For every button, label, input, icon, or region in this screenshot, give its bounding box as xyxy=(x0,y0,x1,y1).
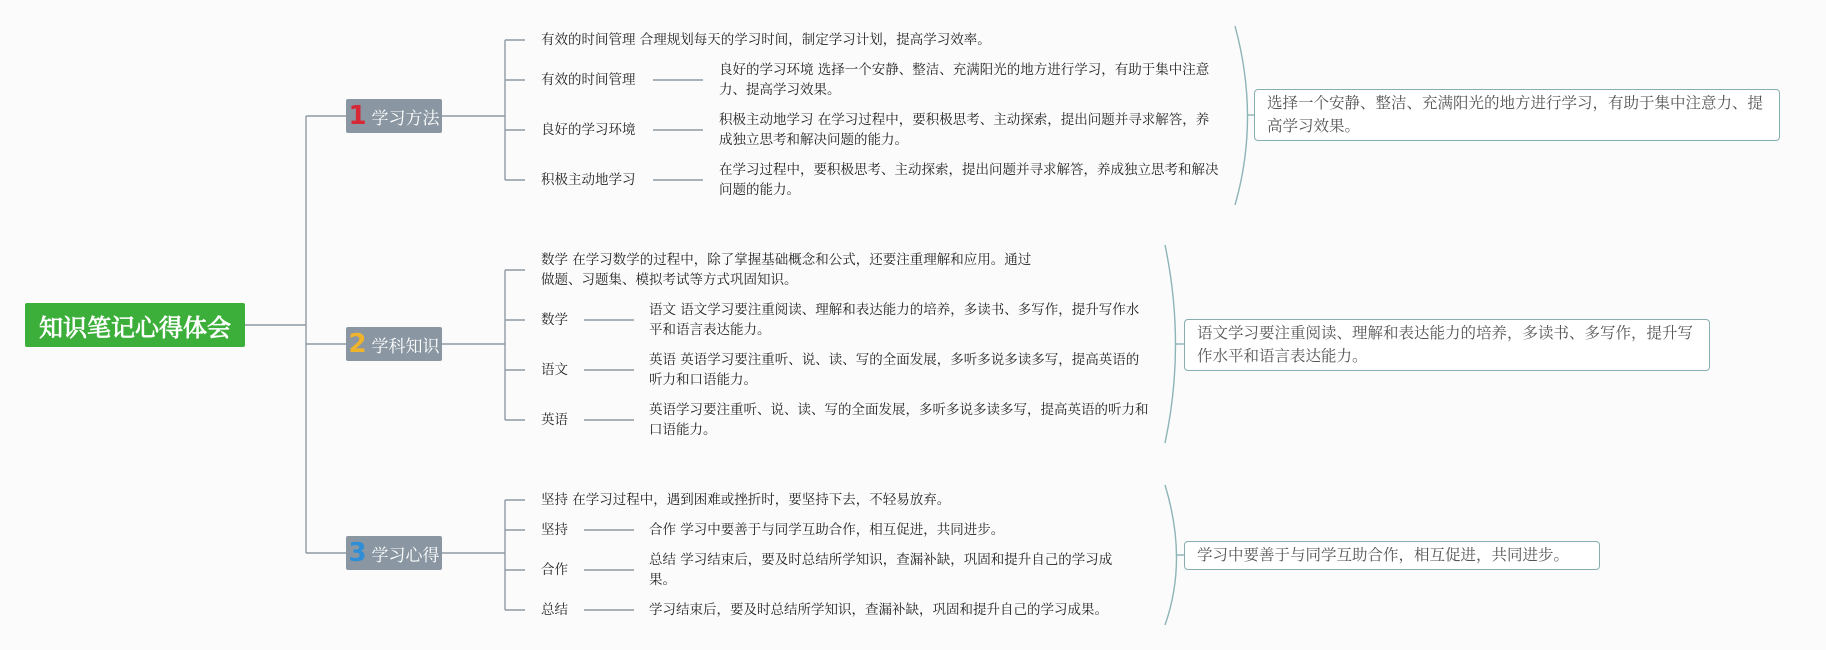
list-item-detail[interactable]: 语文 语文学习要注重阅读、理解和表达能力的培养，多读书、多写作，提升写作水平和语言表达能力。 xyxy=(649,302,1140,338)
root-title: 知识笔记心得体会 xyxy=(39,313,231,342)
summary-box[interactable]: 选择一个安静、整洁、充满阳光的地方进行学习，有助于集中注意力、提高学习效果。 xyxy=(1254,89,1780,141)
branch-number: 2 xyxy=(348,329,367,359)
list-item-label[interactable]: 总结 xyxy=(541,602,568,618)
list-item-detail[interactable]: 在学习过程中，要积极思考、主动探索，提出问题并寻求解答，养成独立思考和解决问题的能力。 xyxy=(719,162,1219,198)
summary-box[interactable]: 语文学习要注重阅读、理解和表达能力的培养，多读书、多写作，提升写作水平和语言表达能力。 xyxy=(1184,319,1710,371)
list-item-label[interactable]: 积极主动地学习 xyxy=(541,172,636,188)
branch-subject-knowledge[interactable] xyxy=(346,327,442,361)
list-item-label[interactable]: 合作 xyxy=(541,562,568,578)
list-item-label[interactable]: 有效的时间管理 xyxy=(541,72,636,88)
list-item[interactable]: 有效的时间管理 合理规划每天的学习时间，制定学习计划，提高学习效率。 xyxy=(541,32,991,48)
list-item-detail[interactable]: 良好的学习环境 选择一个安静、整洁、充满阳光的地方进行学习，有助于集中注意力、提高学习效果。 xyxy=(719,62,1210,98)
list-item-detail[interactable]: 积极主动地学习 在学习过程中，要积极思考、主动探索，提出问题并寻求解答，养成独立思考和解决问题的能力。 xyxy=(719,112,1210,148)
branch-learning-insights[interactable] xyxy=(346,536,442,570)
list-item-detail[interactable]: 总结 学习结束后，要及时总结所学知识，查漏补缺，巩固和提升自己的学习成果。 xyxy=(649,552,1113,588)
list-item-detail[interactable]: 英语学习要注重听、说、读、写的全面发展，多听多说多读多写，提高英语的听力和口语能力。 xyxy=(649,402,1149,438)
list-item[interactable]: 数学 在学习数学的过程中，除了掌握基础概念和公式，还要注重理解和应用。通过做题、习题集、模拟考试等方式巩固知识。 xyxy=(541,252,1032,288)
list-item-label[interactable]: 数学 xyxy=(541,312,568,328)
branch-number: 1 xyxy=(348,101,367,131)
branch-title: 学科知识 xyxy=(371,336,440,357)
list-item-label[interactable]: 英语 xyxy=(541,412,568,428)
branch-title: 学习方法 xyxy=(371,108,440,129)
summary-box[interactable]: 学习中要善于与同学互助合作，相互促进，共同进步。 xyxy=(1184,541,1600,570)
list-item-label[interactable]: 坚持 xyxy=(541,522,568,538)
root-topic[interactable] xyxy=(25,303,245,347)
branch-learning-methods[interactable] xyxy=(346,99,442,133)
list-item[interactable]: 坚持 在学习过程中，遇到困难或挫折时，要坚持下去，不轻易放弃。 xyxy=(541,492,951,508)
list-item-detail[interactable]: 学习结束后，要及时总结所学知识，查漏补缺，巩固和提升自己的学习成果。 xyxy=(649,602,1108,618)
list-item-detail[interactable]: 英语 英语学习要注重听、说、读、写的全面发展，多听多说多读多写，提高英语的听力和口语能力。 xyxy=(649,352,1140,388)
list-item-label[interactable]: 语文 xyxy=(541,362,568,378)
branch-number: 3 xyxy=(348,538,367,568)
branch-title: 学习心得 xyxy=(371,545,440,566)
list-item-label[interactable]: 良好的学习环境 xyxy=(541,122,636,138)
list-item-detail[interactable]: 合作 学习中要善于与同学互助合作，相互促进，共同进步。 xyxy=(649,522,1005,538)
